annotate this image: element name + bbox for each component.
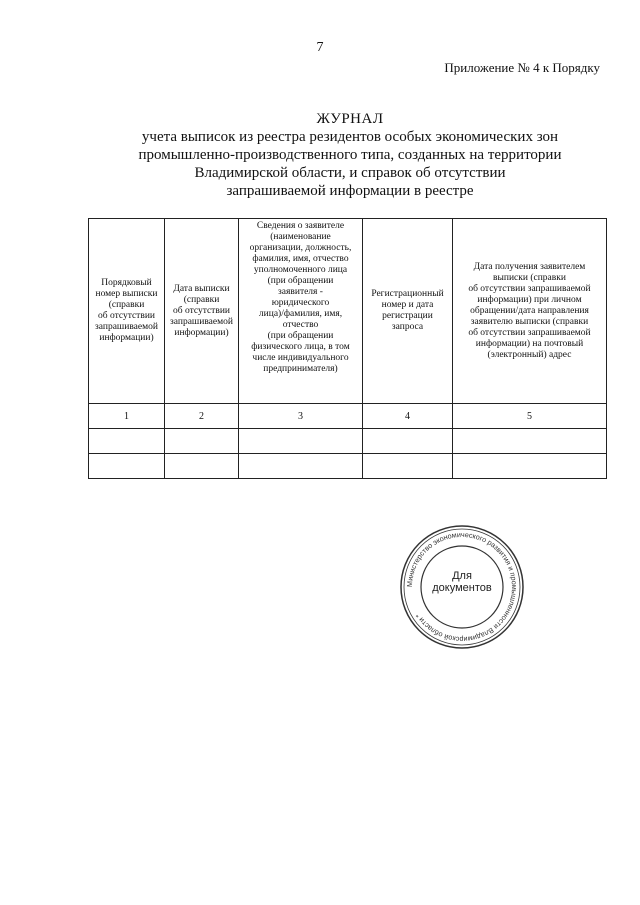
header-cell: Порядковый номер выписки (справки об отсутствии запрашиваемой информации)	[89, 219, 165, 404]
empty-cell	[165, 454, 239, 479]
header-cell: Сведения о заявителе (наименование организации, должность, фамилия, имя, отчество уполномоченного лица (при обращении заявителя - юридического лица)/фамилия, имя, отчество (при обращении физического лица, в том числе индивидуального предпринимателя)	[239, 219, 363, 404]
stamp-ring-text: Министерство экономического развития и промышленности Владимирской области *	[404, 529, 520, 645]
column-number: 1	[89, 404, 165, 429]
column-number: 2	[165, 404, 239, 429]
table-header-row	[89, 219, 607, 404]
column-number: 3	[239, 404, 363, 429]
title-block	[60, 110, 640, 200]
column-number-row	[89, 404, 607, 429]
header-cell: Регистрационный номер и дата регистрации запроса	[363, 219, 453, 404]
empty-cell	[165, 429, 239, 454]
page-number: 7	[316, 40, 324, 55]
header-cell: Дата выписки (справки об отсутствии запрашиваемой информации)	[165, 219, 239, 404]
column-number: 5	[453, 404, 607, 429]
document-title: ЖУРНАЛ	[316, 111, 384, 127]
empty-cell	[363, 454, 453, 479]
empty-cell	[453, 454, 607, 479]
appendix-note: Приложение № 4 к Порядку	[444, 60, 600, 75]
empty-cell	[89, 454, 165, 479]
empty-cell	[363, 429, 453, 454]
empty-cell	[239, 429, 363, 454]
table-row	[89, 454, 607, 479]
column-number: 4	[363, 404, 453, 429]
document-subtitle: учета выписок из реестра резидентов особых экономических зон промышленно-производственного типа, созданных на территории Владимирской области, и справок об отсутствии запрашиваемой информации в реестре	[138, 129, 562, 199]
empty-cell	[239, 454, 363, 479]
journal-table	[88, 218, 607, 479]
header-cell: Дата получения заявителем выписки (справки об отсутствии запрашиваемой информации) при личном обращении/дата направления заявителю выписки (справки об отсутствии запрашиваемой информации) на почтовый (электронный) адрес	[453, 219, 607, 404]
table-row	[89, 429, 607, 454]
empty-cell	[89, 429, 165, 454]
empty-cell	[453, 429, 607, 454]
stamp-center-text: Для документов	[432, 570, 492, 594]
